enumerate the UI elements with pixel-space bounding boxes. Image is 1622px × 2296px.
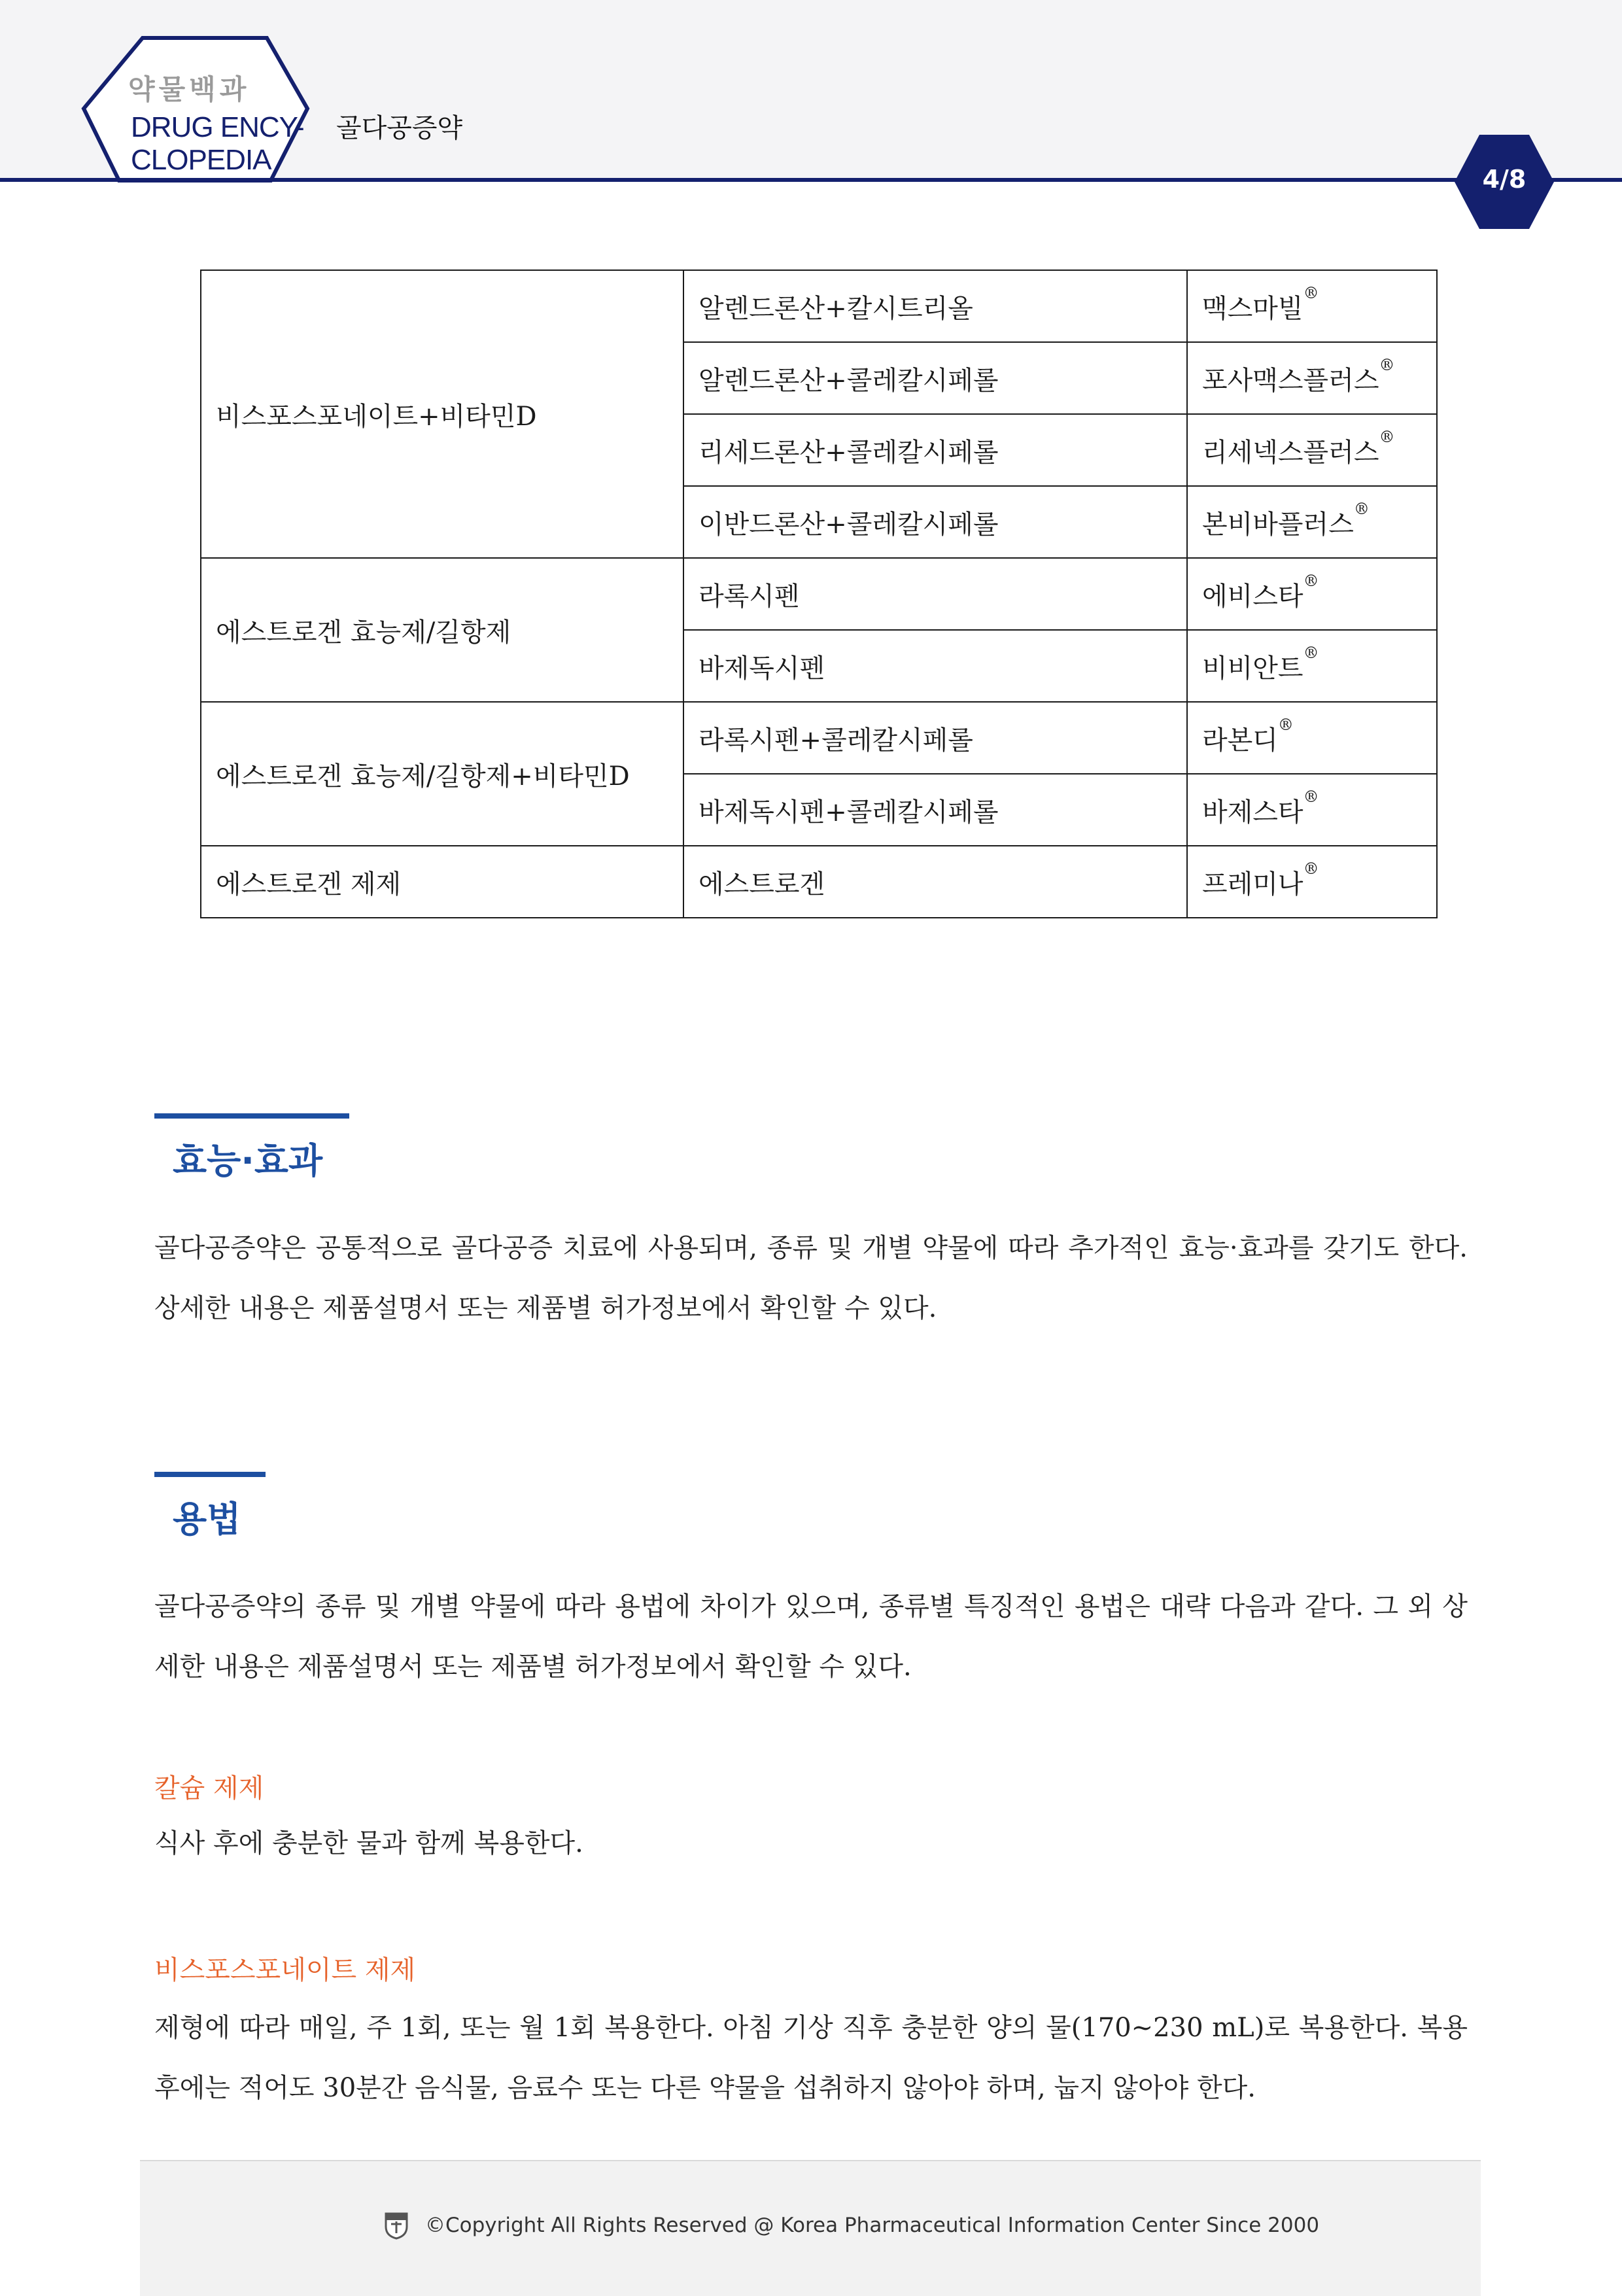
- table-cell-product: 프레미나®: [1187, 846, 1437, 918]
- table-cell-product: 리세넥스플러스®: [1187, 414, 1437, 486]
- table-row: [201, 270, 1437, 342]
- table-cell-ingredient: 알렌드론산+콜레칼시페롤: [683, 342, 1187, 414]
- table-cell-group: 에스트로겐 효능제/길항제+비타민D: [201, 702, 683, 846]
- document-title: 골다공증약: [336, 113, 463, 143]
- drug-table: [200, 270, 1438, 918]
- subsection-title-bisphosphonate: 비스포스포네이트 제제: [154, 1955, 416, 1985]
- bisphosphonate-paragraph: 제형에 따라 매일, 주 1회, 또는 월 1회 복용한다. 아침 기상 직후 충분한 양의 물(170~230 mL)로 복용한다. 복용 후에는 적어도 30분간 음식물, 음료수 또는 다른 약물을 섭취하지 않아야 하며, 눕지 않아야 한다.: [154, 2013, 1468, 2103]
- table-cell-product: 라본디®: [1187, 702, 1437, 774]
- dosage-paragraph: 골다공증약의 종류 및 개별 약물에 따라 용법에 차이가 있으며, 종류별 특징적인 용법은 대략 다음과 같다. 그 외 상세한 내용은 제품설명서 또는 제품별 허가정보에서 확인할 수 있다.: [154, 1592, 1468, 1682]
- table-cell-product: 에비스타®: [1187, 558, 1437, 630]
- table-row: [201, 558, 1437, 630]
- logo-english: DRUG ENCY- CLOPEDIA: [131, 111, 304, 176]
- subsection-title-calcium: 칼슘 제제: [154, 1773, 264, 1803]
- table-cell-product: 포사맥스플러스®: [1187, 342, 1437, 414]
- section-title-efficacy: 효능·효과: [173, 1140, 323, 1181]
- table-cell-ingredient: 리세드론산+콜레칼시페롤: [683, 414, 1187, 486]
- table-cell-ingredient: 에스트로겐: [683, 846, 1187, 918]
- table-cell-group: 비스포스포네이트+비타민D: [201, 270, 683, 558]
- table-cell-product: 본비바플러스®: [1187, 486, 1437, 558]
- table-cell-product: 비비안트®: [1187, 630, 1437, 702]
- section-bar: [154, 1472, 266, 1477]
- table-cell-group: 에스트로겐 효능제/길항제: [201, 558, 683, 702]
- table-cell-product: 바제스타®: [1187, 774, 1437, 846]
- table-cell-ingredient: 바제독시펜+콜레칼시페롤: [683, 774, 1187, 846]
- table-cell-ingredient: 알렌드론산+칼시트리올: [683, 270, 1187, 342]
- copyright-text: ©Copyright All Rights Reserved @ Korea Pharmaceutical Information Center Since 2000: [425, 2214, 1320, 2237]
- calcium-paragraph: 식사 후에 충분한 물과 함께 복용한다.: [154, 1828, 583, 1858]
- section-title-dosage: 용법: [173, 1499, 241, 1540]
- table-cell-ingredient: 이반드론산+콜레칼시페롤: [683, 486, 1187, 558]
- table-row: [201, 702, 1437, 774]
- efficacy-paragraph: 골다공증약은 공통적으로 골다공증 치료에 사용되며, 종류 및 개별 약물에 따라 추가적인 효능·효과를 갖기도 한다. 상세한 내용은 제품설명서 또는 제품별 허가정보에서 확인할 수 있다.: [154, 1233, 1468, 1323]
- table-cell-product: 맥스마빌®: [1187, 270, 1437, 342]
- table-cell-ingredient: 라록시펜+콜레칼시페롤: [683, 702, 1187, 774]
- header-divider: [0, 178, 1622, 182]
- table-row: [201, 846, 1437, 918]
- table-cell-ingredient: 라록시펜: [683, 558, 1187, 630]
- section-bar: [154, 1113, 349, 1119]
- logo-korean: 약물백과: [128, 73, 250, 105]
- page-number: 4/8: [1482, 165, 1527, 194]
- table-cell-group: 에스트로겐 제제: [201, 846, 683, 918]
- table-cell-ingredient: 바제독시펜: [683, 630, 1187, 702]
- kpic-emblem-icon: [383, 2211, 409, 2240]
